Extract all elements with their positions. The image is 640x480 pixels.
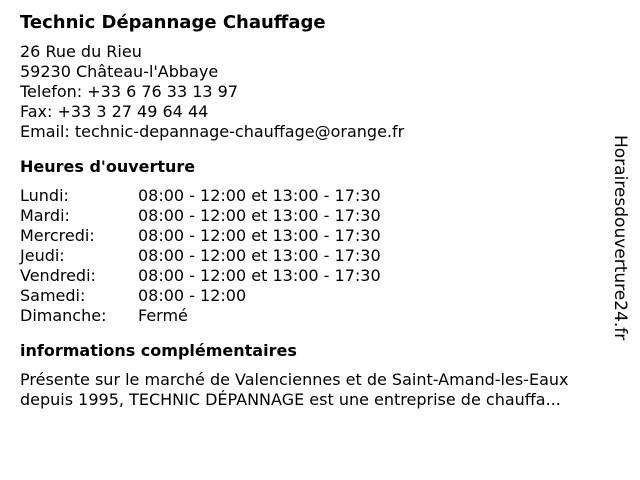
email-line: Email: technic-depannage-chauffage@orange.fr [20, 122, 405, 141]
day-label: Dimanche: [20, 306, 107, 325]
address-line-1: 26 Rue du Rieu [20, 42, 142, 61]
additional-info-heading: informations complémentaires [20, 341, 297, 360]
time-value: 08:00 - 12:00 et 13:00 - 17:30 [138, 226, 381, 245]
hours-row-wednesday [20, 226, 610, 246]
site-watermark: Horairesdouverture24.fr [610, 135, 630, 341]
hours-row-friday [20, 266, 610, 286]
hours-row-tuesday [20, 206, 610, 226]
additional-info-line-2: depuis 1995, TECHNIC DÉPANNAGE est une entreprise de chauffa... [20, 390, 561, 409]
opening-hours-table [20, 186, 610, 326]
time-value: Fermé [138, 306, 188, 325]
time-value: 08:00 - 12:00 et 13:00 - 17:30 [138, 266, 381, 285]
day-label: Jeudi: [20, 246, 65, 265]
business-card [20, 10, 610, 410]
day-label: Mardi: [20, 206, 70, 225]
day-label: Lundi: [20, 186, 69, 205]
hours-row-thursday [20, 246, 610, 266]
phone-line: Telefon: +33 6 76 33 13 97 [20, 82, 239, 101]
day-label: Vendredi: [20, 266, 96, 285]
hours-row-sunday [20, 306, 610, 326]
time-value: 08:00 - 12:00 [138, 286, 247, 305]
time-value: 08:00 - 12:00 et 13:00 - 17:30 [138, 246, 381, 265]
time-value: 08:00 - 12:00 et 13:00 - 17:30 [138, 186, 381, 205]
hours-row-saturday [20, 286, 610, 306]
time-value: 08:00 - 12:00 et 13:00 - 17:30 [138, 206, 381, 225]
business-name: Technic Dépannage Chauffage [20, 12, 326, 33]
opening-hours-heading: Heures d'ouverture [20, 157, 196, 176]
day-label: Mercredi: [20, 226, 95, 245]
additional-info-line-1: Présente sur le marché de Valenciennes et de Saint-Amand-les-Eaux [20, 370, 569, 389]
fax-line: Fax: +33 3 27 49 64 44 [20, 102, 209, 121]
day-label: Samedi: [20, 286, 86, 305]
address-line-2: 59230 Château-l'Abbaye [20, 62, 219, 81]
hours-row-monday [20, 186, 610, 206]
